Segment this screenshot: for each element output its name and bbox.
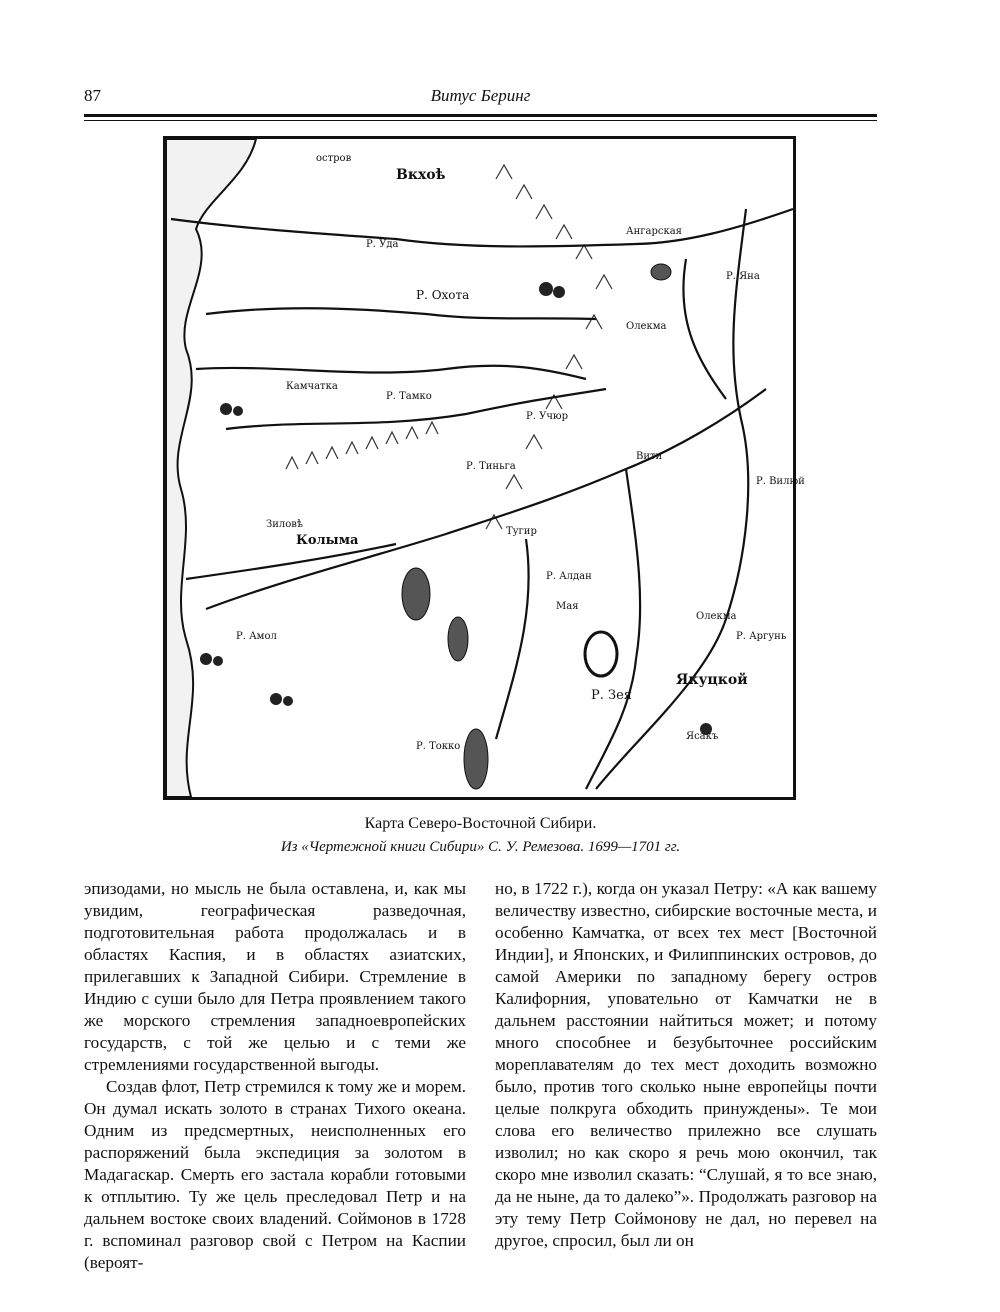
- map-label: Камчатка: [286, 381, 338, 392]
- page-number: 87: [84, 86, 101, 105]
- map-label: Р. Охота: [416, 288, 470, 302]
- map-drawing: [166, 139, 805, 797]
- map-mountains: [286, 165, 612, 529]
- map-label: Р. Яна: [726, 271, 760, 282]
- map-label: остров: [316, 153, 352, 164]
- map-label: Олекма: [626, 321, 667, 332]
- map-label: Р. Учюр: [526, 411, 569, 422]
- map-label: Олекма: [696, 611, 737, 622]
- map-rivers: [171, 209, 793, 789]
- map-label: Якуцкой: [676, 672, 748, 688]
- map-label: Р. Тиньга: [466, 461, 516, 472]
- running-title: Витус Беринг: [430, 86, 531, 105]
- map-coastline: [166, 139, 256, 797]
- map-label: Р. Тамко: [386, 391, 432, 402]
- paragraph: Создав флот, Петр стремился к тому же и морем. Он думал искать золото в странах Тихого океана. Одним из предсмертных, неисполненных его распоряжений была экспедиция за золотом в Мадагаскар. Смерть его застала корабли готовыми к отплытию. Ту же цель преследовал Петр и на дальнем востоке своих владений. Соймонов в 1728 г. вспоминал разговор свой с Петром на Каспии (вероят-: [84, 1077, 466, 1272]
- map-label: Зиловѣ: [266, 519, 303, 530]
- map-label: Ангарская: [626, 226, 682, 237]
- map-label: Р. Амол: [236, 631, 277, 642]
- map-label: Тугир: [506, 526, 537, 537]
- map-label: Р. Алдан: [546, 571, 592, 582]
- figure-caption-source: Из «Чертежной книги Сибири» С. У. Ремезова. 1699—1701 гг.: [280, 839, 681, 855]
- map-label: Р. Уда: [366, 239, 399, 250]
- map-label: Колыма: [296, 533, 359, 548]
- map-label: Вкхоѣ: [396, 167, 446, 183]
- header-rule-thick: [84, 114, 877, 117]
- figure-caption-title: Карта Северо-Восточной Сибири.: [364, 815, 597, 832]
- header-rule-thin: [84, 120, 877, 121]
- map-labels: [236, 153, 805, 752]
- map-label: Мая: [556, 601, 579, 612]
- paragraph: но, в 1722 г.), когда он указал Петру: «А как вашему величеству известно, сибирские восточные места, и особенно Камчатка, от всех тех мест [Восточной Индии], и Японских, и Филиппинских островов, до самой Америки по западному берегу остров Калифорния, уповательно от Камчатки не в дальнем расстоянии найтиться может; и потому много способнее и безубыточнее российским мореплавателям до тех мест доходить возможно было, против того сколько ныне европейцы почти целые полкруга обходить принуждены». Те мои слова его величество прилежно все слушать изволил; но как скоро я речь мою окончил, так скоро мне изволил сказать: “Слушай, я то все знаю, да не ныне, да то далеко”». Продолжать разговор на эту тему Петр Соймонову не дал, но перевел на другое, спросил, был ли он: [495, 879, 877, 1250]
- map-label: Р. Аргунь: [736, 631, 787, 642]
- text-column-right: [495, 878, 877, 1252]
- map-label: Вити: [636, 451, 663, 462]
- map-lake-outline: [585, 632, 617, 676]
- page-header: [84, 86, 877, 110]
- map-label: Р. Вилюй: [756, 476, 805, 487]
- map-label: Р. Зея: [591, 688, 633, 703]
- map-label: Р. Токко: [416, 741, 461, 752]
- map-figure: [163, 136, 805, 800]
- paragraph: эпизодами, но мысль не была оставлена, и, как мы увидим, географическая разведочная, подготовительная работа продолжалась и в областях Каспия, и в областях азиатских, прилегавших к Западной Сибири. Стремление в Индию с суши было для Петра проявлением такого же морского стремления западноевропейских государств, с той же целью и с теми же стремлениями государственной выгоды.: [84, 879, 466, 1074]
- text-column-left: [84, 878, 466, 1274]
- map-label: Ясакъ: [686, 731, 719, 742]
